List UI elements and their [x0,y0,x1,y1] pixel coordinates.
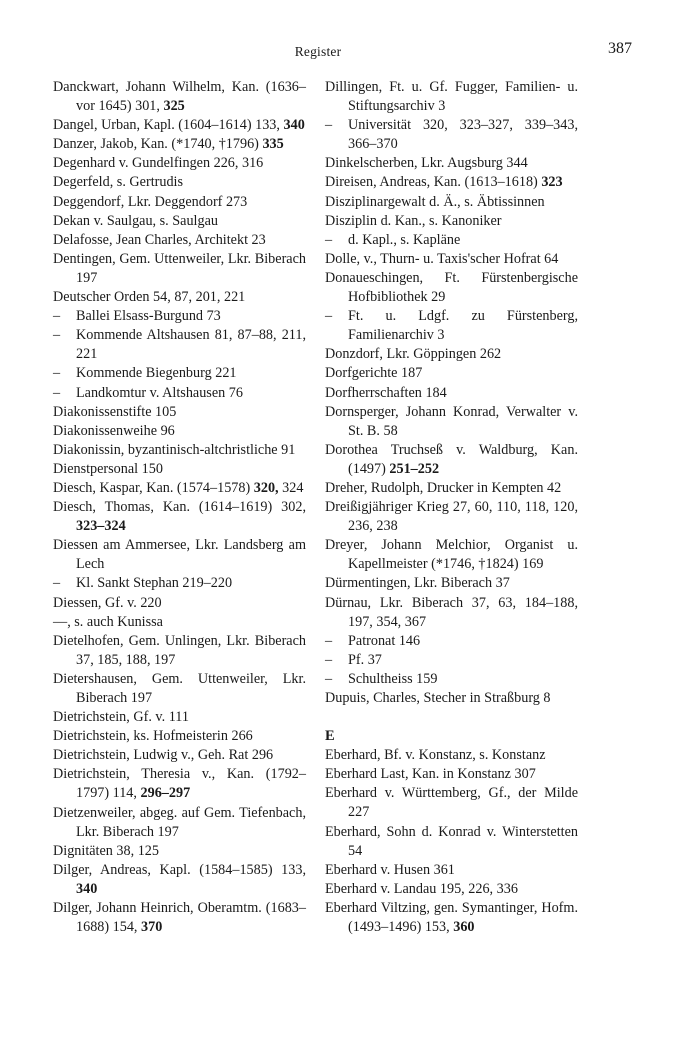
index-subentry [325,670,578,689]
entry-text: Dietrichstein, Ludwig v., Geh. Rat 296 [53,747,274,764]
entry-text: Landkomtur v. Altshausen 76 [76,384,243,401]
subentry-dash: – [325,651,333,668]
index-entry [325,364,578,383]
index-entry [325,861,578,880]
entry-text: Dorothea Truchseß v. Waldburg, Kan. (1497) [325,441,578,477]
bold-page-reference: 323 [541,174,563,191]
subentry-dash: – [53,308,61,325]
entry-text: Eberhard, Bf. v. Konstanz, s. Konstanz [325,747,546,764]
index-entry [53,288,306,307]
entry-text: Universität 320, 323–327, 339–343, 366–370 [348,117,578,153]
index-entry [53,861,306,899]
index-subentry [53,364,306,383]
entry-text: Dreyer, Johann Melchior, Organist u. Kapellmeister (*1746, †1824) 169 [325,537,578,573]
entry-text: d. Kapl., s. Kapläne [348,231,461,248]
entry-text: Kl. Sankt Stephan 219–220 [76,575,233,592]
index-entry [325,765,578,784]
entry-text: Eberhard v. Württemberg, Gf., der Milde 227 [325,785,578,821]
index-entry [325,193,578,212]
index-entry [53,116,306,135]
entry-text: Dürmentingen, Lkr. Biberach 37 [325,575,510,592]
entry-text: Eberhard, Sohn d. Konrad v. Winterstetten 54 [325,823,578,859]
entry-text: Danckwart, Johann Wilhelm, Kan. (1636– vor 1645) 301, [53,79,306,115]
index-subentry [53,307,306,326]
index-entry [325,173,578,192]
entry-text: Dolle, v., Thurn- u. Taxis'scher Hofrat 64 [325,250,559,267]
entry-text: Dienstpersonal 150 [53,460,163,477]
entry-text: Diakonissin, byzantinisch-altchristliche 91 [53,441,296,458]
subentry-dash: – [53,575,61,592]
bold-page-reference: 323–324 [76,518,126,535]
index-entry [53,536,306,574]
entry-text: Dürnau, Lkr. Biberach 37, 63, 184–188, 197, 354, 367 [325,594,578,630]
index-entry [325,345,578,364]
index-subentry [325,231,578,250]
entry-text: Danzer, Jakob, Kan. (*1740, †1796) [53,136,263,153]
entry-text: Dangel, Urban, Kapl. (1604–1614) 133, [53,117,284,134]
entry-text: Deggendorf, Lkr. Deggendorf 273 [53,193,248,210]
index-entry [53,804,306,842]
entry-text: Dorfherrschaften 184 [325,384,447,401]
subentry-dash: – [53,327,61,344]
index-entry [53,479,306,498]
entry-text: Dietrichstein, ks. Hofmeisterin 266 [53,728,253,745]
entry-text: Eberhard Last, Kan. in Konstanz 307 [325,766,536,783]
entry-text: Degenhard v. Gundelfingen 226, 316 [53,155,264,172]
entry-text: Dentingen, Gem. Uttenweiler, Lkr. Biberach 197 [53,250,306,286]
entry-text: Dilger, Andreas, Kapl. (1584–1585) 133, [53,861,306,878]
index-entry [53,727,306,746]
entry-text: Disziplin d. Kan., s. Kanoniker [325,212,502,229]
bold-page-reference: 340 [76,880,98,897]
index-subentry [325,632,578,651]
index-entry [53,250,306,288]
entry-text: Kommende Biegenburg 221 [76,365,237,382]
entry-text: Dietershausen, Gem. Uttenweiler, Lkr. Biberach 197 [53,670,306,706]
index-entry [325,498,578,536]
index-subentry [325,651,578,670]
entry-text: Degerfeld, s. Gertrudis [53,174,184,191]
entry-text: Diesch, Thomas, Kan. (1614–1619) 302, [53,499,306,516]
entry-text: Eberhard Viltzing, gen. Symantinger, Hofm. (1493–1496) 153, [325,899,578,936]
subentry-dash: – [325,632,333,649]
index-entry [325,880,578,899]
bold-page-reference: 370 [141,919,163,936]
index-entry [325,403,578,441]
index-entry [53,670,306,708]
entry-text: Dekan v. Saulgau, s. Saulgau [53,212,218,229]
entry-text: Dinkelscherben, Lkr. Augsburg 344 [325,155,528,172]
index-subentry [53,384,306,403]
index-entry [53,231,306,250]
index-entry [325,899,578,937]
index-entry [325,441,578,479]
entry-text: Dilger, Johann Heinrich, Oberamtm. (1683–1688) 154, [53,900,306,936]
subentry-dash: – [53,384,61,401]
index-entry [53,193,306,212]
entry-text: Kommende Altshausen 81, 87–88, 211, 221 [76,327,306,363]
index-entry [325,574,578,593]
index-entry [53,173,306,192]
index-entry [53,746,306,765]
index-subentry [325,307,578,345]
index-entry [325,479,578,498]
entry-text: Ft. u. Ldgf. zu Fürstenberg, Familienarchiv 3 [348,308,578,344]
entry-text: E [325,728,335,745]
entry-text: Dornsperger, Johann Konrad, Verwalter v. St. B. 58 [325,403,578,439]
bold-page-reference: 335 [262,136,284,153]
entry-text: Dorfgerichte 187 [325,365,423,382]
index-entry [53,594,306,613]
index-entry [325,823,578,861]
index-entry [53,613,306,632]
entry-text: Eberhard v. Landau 195, 226, 336 [325,880,518,897]
entry-text: Dietrichstein, Theresia v., Kan. (1792–1797) 114, [53,766,306,802]
entry-text: Diakonissenstifte 105 [53,403,177,420]
entry-text: —, s. auch Kunissa [53,613,163,630]
index-entry [53,842,306,861]
entry-text: Patronat 146 [348,632,421,649]
entry-text: 324 [278,479,304,496]
index-entry [53,899,306,937]
entry-text: Diesch, Kaspar, Kan. (1574–1578) [53,479,254,496]
index-column-right [325,78,578,937]
index-entry [53,212,306,231]
entry-text: Deutscher Orden 54, 87, 201, 221 [53,289,246,306]
entry-text: Donaueschingen, Ft. Fürstenbergische Hofbibliothek 29 [325,269,578,306]
entry-text: Dillingen, Ft. u. Gf. Fugger, Familien- u. Stiftungsarchiv 3 [325,79,578,115]
entry-text: Dignitäten 38, 125 [53,842,159,859]
bold-page-reference: 296–297 [140,785,191,802]
entry-text: Direisen, Andreas, Kan. (1613–1618) [325,174,542,191]
index-entry [325,78,578,116]
index-entry [53,632,306,670]
index-entry [325,154,578,173]
entry-text: Dreher, Rudolph, Drucker in Kempten 42 [325,479,562,496]
page-number: 387 [608,40,632,57]
entry-text: Eberhard v. Husen 361 [325,861,455,878]
entry-text: Diakonissenweihe 96 [53,422,175,439]
subentry-dash: – [325,670,333,687]
entry-text: Pf. 37 [348,651,382,668]
index-entry [53,708,306,727]
entry-text: Delafosse, Jean Charles, Architekt 23 [53,231,266,248]
index-entry [325,689,578,708]
index-subentry [53,574,306,593]
subentry-dash: – [325,308,333,325]
index-entry [325,784,578,822]
index-entry [325,594,578,632]
index-entry [325,746,578,765]
index-subentry [325,116,578,154]
index-entry [53,765,306,803]
entry-text: Donzdorf, Lkr. Göppingen 262 [325,346,502,363]
index-entry [325,384,578,403]
index-entry [53,460,306,479]
entry-text: Schultheiss 159 [348,670,438,687]
entry-text: Dupuis, Charles, Stecher in Straßburg 8 [325,690,551,706]
index-entry [325,269,578,307]
index-entry [325,536,578,574]
subentry-dash: – [325,117,333,134]
entry-text: Diessen am Ammersee, Lkr. Landsberg am Lech [53,537,306,573]
index-entry [325,212,578,231]
section-letter-heading [325,727,578,746]
index-entry [53,154,306,173]
entry-text: Ballei Elsass-Burgund 73 [76,308,221,325]
subentry-dash: – [53,365,61,382]
bold-page-reference: 340 [283,117,305,134]
entry-text: Disziplinargewalt d. Ä., s. Äbtissinnen [325,193,545,210]
index-entry [53,403,306,422]
bold-page-reference: 325 [163,98,185,115]
entry-text: Diessen, Gf. v. 220 [53,594,162,611]
index-entry [53,441,306,460]
bold-page-reference: 360 [453,919,475,936]
index-entry [53,498,306,536]
index-entry [53,78,306,116]
entry-text: Dietzenweiler, abgeg. auf Gem. Tiefenbach, Lkr. Biberach 197 [53,804,306,840]
entry-text: Dreißigjähriger Krieg 27, 60, 110, 118, 120, 236, 238 [325,499,578,535]
entry-text: Dietrichstein, Gf. v. 111 [53,709,189,726]
index-subentry [53,326,306,364]
subentry-dash: – [325,231,333,248]
entry-text: Dietelhofen, Gem. Unlingen, Lkr. Biberach 37, 185, 188, 197 [53,632,306,668]
index-entry [325,250,578,269]
index-column-left [53,78,306,937]
running-header: Register [294,44,342,59]
index-entry [53,135,306,154]
bold-page-reference: 320, [253,479,279,496]
bold-page-reference: 251–252 [389,460,440,477]
index-entry [53,422,306,441]
